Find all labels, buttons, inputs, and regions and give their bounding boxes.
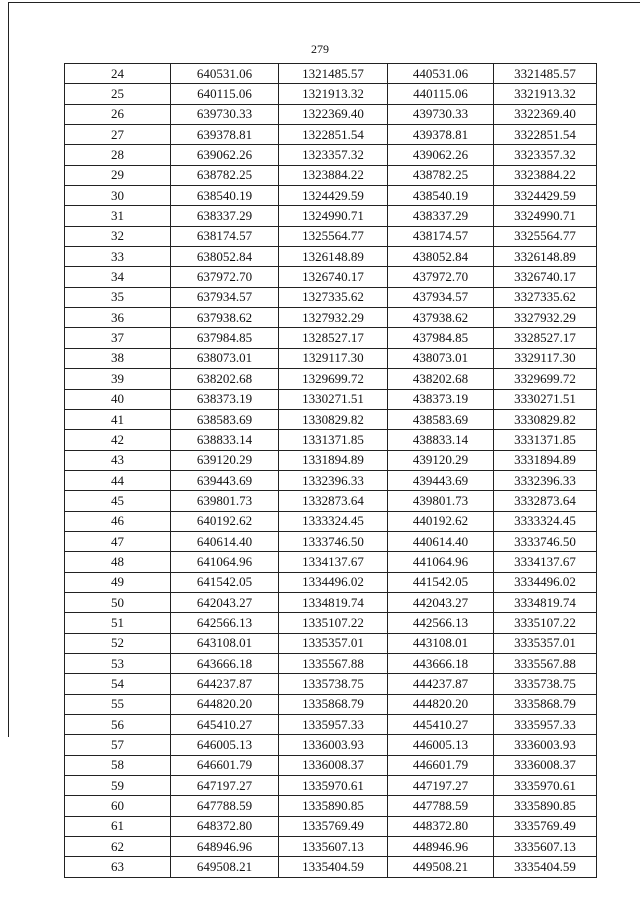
y1-coordinate-cell: 1332873.64 — [279, 491, 388, 511]
x1-coordinate-cell: 643108.01 — [171, 633, 279, 653]
x2-coordinate-cell: 438202.68 — [388, 369, 494, 389]
table-row — [65, 572, 597, 592]
y2-coordinate-cell: 3331371.85 — [494, 430, 597, 450]
x2-coordinate-cell: 437984.85 — [388, 328, 494, 348]
y2-coordinate-cell: 3335868.79 — [494, 694, 597, 714]
table-row — [65, 491, 597, 511]
x1-coordinate-cell: 647197.27 — [171, 776, 279, 796]
x2-coordinate-cell: 449508.21 — [388, 857, 494, 877]
x2-coordinate-cell: 448946.96 — [388, 837, 494, 857]
table-row — [65, 328, 597, 348]
y2-coordinate-cell: 3325564.77 — [494, 226, 597, 246]
point-number-cell: 44 — [65, 470, 171, 490]
x2-coordinate-cell: 439801.73 — [388, 491, 494, 511]
y2-coordinate-cell: 3330829.82 — [494, 409, 597, 429]
table-row — [65, 348, 597, 368]
x1-coordinate-cell: 638583.69 — [171, 409, 279, 429]
y2-coordinate-cell: 3331894.89 — [494, 450, 597, 470]
point-number-cell: 60 — [65, 796, 171, 816]
point-number-cell: 27 — [65, 125, 171, 145]
x1-coordinate-cell: 642043.27 — [171, 592, 279, 612]
x1-coordinate-cell: 638202.68 — [171, 369, 279, 389]
table-row — [65, 430, 597, 450]
x1-coordinate-cell: 640531.06 — [171, 64, 279, 84]
point-number-cell: 45 — [65, 491, 171, 511]
y1-coordinate-cell: 1333324.45 — [279, 511, 388, 531]
y2-coordinate-cell: 3322851.54 — [494, 125, 597, 145]
x1-coordinate-cell: 638782.25 — [171, 165, 279, 185]
x2-coordinate-cell: 438373.19 — [388, 389, 494, 409]
y2-coordinate-cell: 3335567.88 — [494, 653, 597, 673]
y1-coordinate-cell: 1328527.17 — [279, 328, 388, 348]
y1-coordinate-cell: 1321485.57 — [279, 64, 388, 84]
x1-coordinate-cell: 644237.87 — [171, 674, 279, 694]
table-row — [65, 409, 597, 429]
table-row — [65, 64, 597, 84]
x1-coordinate-cell: 648946.96 — [171, 837, 279, 857]
y1-coordinate-cell: 1330271.51 — [279, 389, 388, 409]
y2-coordinate-cell: 3335738.75 — [494, 674, 597, 694]
x2-coordinate-cell: 437934.57 — [388, 287, 494, 307]
y2-coordinate-cell: 3324429.59 — [494, 186, 597, 206]
y2-coordinate-cell: 3323357.32 — [494, 145, 597, 165]
point-number-cell: 35 — [65, 287, 171, 307]
y1-coordinate-cell: 1335567.88 — [279, 653, 388, 673]
y2-coordinate-cell: 3334819.74 — [494, 592, 597, 612]
table-row — [65, 755, 597, 775]
x1-coordinate-cell: 639062.26 — [171, 145, 279, 165]
y1-coordinate-cell: 1322369.40 — [279, 104, 388, 124]
point-number-cell: 29 — [65, 165, 171, 185]
y1-coordinate-cell: 1330829.82 — [279, 409, 388, 429]
x1-coordinate-cell: 640192.62 — [171, 511, 279, 531]
table-row — [65, 104, 597, 124]
point-number-cell: 39 — [65, 369, 171, 389]
table-row — [65, 267, 597, 287]
x1-coordinate-cell: 644820.20 — [171, 694, 279, 714]
x1-coordinate-cell: 648372.80 — [171, 816, 279, 836]
table-row — [65, 796, 597, 816]
page-top-border — [8, 2, 640, 3]
point-number-cell: 31 — [65, 206, 171, 226]
table-row — [65, 389, 597, 409]
x1-coordinate-cell: 638337.29 — [171, 206, 279, 226]
y2-coordinate-cell: 3333746.50 — [494, 531, 597, 551]
point-number-cell: 32 — [65, 226, 171, 246]
x1-coordinate-cell: 639730.33 — [171, 104, 279, 124]
y1-coordinate-cell: 1321913.32 — [279, 84, 388, 104]
table-row — [65, 531, 597, 551]
y1-coordinate-cell: 1336003.93 — [279, 735, 388, 755]
table-row — [65, 633, 597, 653]
point-number-cell: 51 — [65, 613, 171, 633]
x1-coordinate-cell: 639801.73 — [171, 491, 279, 511]
y2-coordinate-cell: 3329699.72 — [494, 369, 597, 389]
x2-coordinate-cell: 439730.33 — [388, 104, 494, 124]
table-row — [65, 125, 597, 145]
y1-coordinate-cell: 1334819.74 — [279, 592, 388, 612]
table-row — [65, 816, 597, 836]
x1-coordinate-cell: 638052.84 — [171, 247, 279, 267]
point-number-cell: 40 — [65, 389, 171, 409]
y1-coordinate-cell: 1324429.59 — [279, 186, 388, 206]
x1-coordinate-cell: 646601.79 — [171, 755, 279, 775]
point-number-cell: 36 — [65, 308, 171, 328]
y1-coordinate-cell: 1329699.72 — [279, 369, 388, 389]
y1-coordinate-cell: 1335107.22 — [279, 613, 388, 633]
point-number-cell: 54 — [65, 674, 171, 694]
point-number-cell: 56 — [65, 715, 171, 735]
table-row — [65, 837, 597, 857]
y2-coordinate-cell: 3323884.22 — [494, 165, 597, 185]
x2-coordinate-cell: 446005.13 — [388, 735, 494, 755]
x1-coordinate-cell: 641064.96 — [171, 552, 279, 572]
point-number-cell: 63 — [65, 857, 171, 877]
x2-coordinate-cell: 439378.81 — [388, 125, 494, 145]
y1-coordinate-cell: 1335890.85 — [279, 796, 388, 816]
y1-coordinate-cell: 1335957.33 — [279, 715, 388, 735]
y2-coordinate-cell: 3335357.01 — [494, 633, 597, 653]
x2-coordinate-cell: 446601.79 — [388, 755, 494, 775]
x1-coordinate-cell: 638833.14 — [171, 430, 279, 450]
point-number-cell: 41 — [65, 409, 171, 429]
table-row — [65, 287, 597, 307]
table-row — [65, 206, 597, 226]
table-row — [65, 857, 597, 877]
x2-coordinate-cell: 441064.96 — [388, 552, 494, 572]
x1-coordinate-cell: 646005.13 — [171, 735, 279, 755]
table-row — [65, 592, 597, 612]
y1-coordinate-cell: 1331894.89 — [279, 450, 388, 470]
y1-coordinate-cell: 1326148.89 — [279, 247, 388, 267]
x1-coordinate-cell: 641542.05 — [171, 572, 279, 592]
y2-coordinate-cell: 3335957.33 — [494, 715, 597, 735]
y2-coordinate-cell: 3335404.59 — [494, 857, 597, 877]
y2-coordinate-cell: 3332873.64 — [494, 491, 597, 511]
x2-coordinate-cell: 437938.62 — [388, 308, 494, 328]
page-number: 279 — [311, 42, 329, 56]
x1-coordinate-cell: 638174.57 — [171, 226, 279, 246]
x2-coordinate-cell: 438833.14 — [388, 430, 494, 450]
x2-coordinate-cell: 440115.06 — [388, 84, 494, 104]
x1-coordinate-cell: 637938.62 — [171, 308, 279, 328]
point-number-cell: 52 — [65, 633, 171, 653]
x2-coordinate-cell: 443666.18 — [388, 653, 494, 673]
y2-coordinate-cell: 3335107.22 — [494, 613, 597, 633]
point-number-cell: 50 — [65, 592, 171, 612]
y1-coordinate-cell: 1335357.01 — [279, 633, 388, 653]
x2-coordinate-cell: 441542.05 — [388, 572, 494, 592]
x2-coordinate-cell: 442043.27 — [388, 592, 494, 612]
point-number-cell: 24 — [65, 64, 171, 84]
x1-coordinate-cell: 638073.01 — [171, 348, 279, 368]
y1-coordinate-cell: 1333746.50 — [279, 531, 388, 551]
point-number-cell: 53 — [65, 653, 171, 673]
table-row — [65, 165, 597, 185]
y2-coordinate-cell: 3328527.17 — [494, 328, 597, 348]
y1-coordinate-cell: 1335738.75 — [279, 674, 388, 694]
x2-coordinate-cell: 447788.59 — [388, 796, 494, 816]
point-number-cell: 42 — [65, 430, 171, 450]
y2-coordinate-cell: 3324990.71 — [494, 206, 597, 226]
table-row — [65, 226, 597, 246]
x1-coordinate-cell: 647788.59 — [171, 796, 279, 816]
y1-coordinate-cell: 1331371.85 — [279, 430, 388, 450]
y2-coordinate-cell: 3322369.40 — [494, 104, 597, 124]
y1-coordinate-cell: 1327335.62 — [279, 287, 388, 307]
table-row — [65, 247, 597, 267]
x2-coordinate-cell: 438052.84 — [388, 247, 494, 267]
x1-coordinate-cell: 637934.57 — [171, 287, 279, 307]
x2-coordinate-cell: 444820.20 — [388, 694, 494, 714]
y1-coordinate-cell: 1334496.02 — [279, 572, 388, 592]
x2-coordinate-cell: 440531.06 — [388, 64, 494, 84]
x1-coordinate-cell: 649508.21 — [171, 857, 279, 877]
page-left-border — [8, 2, 9, 737]
table-row — [65, 450, 597, 470]
y2-coordinate-cell: 3334137.67 — [494, 552, 597, 572]
point-number-cell: 57 — [65, 735, 171, 755]
x1-coordinate-cell: 637972.70 — [171, 267, 279, 287]
table-row — [65, 308, 597, 328]
point-number-cell: 26 — [65, 104, 171, 124]
x2-coordinate-cell: 442566.13 — [388, 613, 494, 633]
y2-coordinate-cell: 3336008.37 — [494, 755, 597, 775]
x1-coordinate-cell: 643666.18 — [171, 653, 279, 673]
point-number-cell: 34 — [65, 267, 171, 287]
table-row — [65, 552, 597, 572]
table-row — [65, 776, 597, 796]
y1-coordinate-cell: 1334137.67 — [279, 552, 388, 572]
point-number-cell: 43 — [65, 450, 171, 470]
x2-coordinate-cell: 438540.19 — [388, 186, 494, 206]
x1-coordinate-cell: 640115.06 — [171, 84, 279, 104]
y2-coordinate-cell: 3321913.32 — [494, 84, 597, 104]
x2-coordinate-cell: 448372.80 — [388, 816, 494, 836]
point-number-cell: 46 — [65, 511, 171, 531]
y1-coordinate-cell: 1327932.29 — [279, 308, 388, 328]
y2-coordinate-cell: 3321485.57 — [494, 64, 597, 84]
y1-coordinate-cell: 1336008.37 — [279, 755, 388, 775]
x1-coordinate-cell: 638373.19 — [171, 389, 279, 409]
x1-coordinate-cell: 642566.13 — [171, 613, 279, 633]
x1-coordinate-cell: 639378.81 — [171, 125, 279, 145]
x2-coordinate-cell: 445410.27 — [388, 715, 494, 735]
table-row — [65, 613, 597, 633]
y1-coordinate-cell: 1322851.54 — [279, 125, 388, 145]
table-row — [65, 674, 597, 694]
point-number-cell: 30 — [65, 186, 171, 206]
point-number-cell: 58 — [65, 755, 171, 775]
y2-coordinate-cell: 3330271.51 — [494, 389, 597, 409]
x2-coordinate-cell: 438337.29 — [388, 206, 494, 226]
x1-coordinate-cell: 640614.40 — [171, 531, 279, 551]
table-row — [65, 369, 597, 389]
y2-coordinate-cell: 3335890.85 — [494, 796, 597, 816]
point-number-cell: 28 — [65, 145, 171, 165]
table-row — [65, 511, 597, 531]
table-row — [65, 694, 597, 714]
y1-coordinate-cell: 1329117.30 — [279, 348, 388, 368]
y2-coordinate-cell: 3326740.17 — [494, 267, 597, 287]
y1-coordinate-cell: 1335868.79 — [279, 694, 388, 714]
y2-coordinate-cell: 3326148.89 — [494, 247, 597, 267]
y2-coordinate-cell: 3335970.61 — [494, 776, 597, 796]
y1-coordinate-cell: 1324990.71 — [279, 206, 388, 226]
table-row — [65, 186, 597, 206]
x1-coordinate-cell: 639443.69 — [171, 470, 279, 490]
y1-coordinate-cell: 1325564.77 — [279, 226, 388, 246]
coordinates-table — [64, 63, 597, 878]
x2-coordinate-cell: 438583.69 — [388, 409, 494, 429]
x1-coordinate-cell: 645410.27 — [171, 715, 279, 735]
y2-coordinate-cell: 3336003.93 — [494, 735, 597, 755]
coordinates-table-body — [65, 64, 597, 878]
y1-coordinate-cell: 1335769.49 — [279, 816, 388, 836]
table-row — [65, 84, 597, 104]
y2-coordinate-cell: 3334496.02 — [494, 572, 597, 592]
y1-coordinate-cell: 1335970.61 — [279, 776, 388, 796]
y2-coordinate-cell: 3335607.13 — [494, 837, 597, 857]
x2-coordinate-cell: 437972.70 — [388, 267, 494, 287]
y1-coordinate-cell: 1323357.32 — [279, 145, 388, 165]
x1-coordinate-cell: 638540.19 — [171, 186, 279, 206]
x2-coordinate-cell: 444237.87 — [388, 674, 494, 694]
y1-coordinate-cell: 1326740.17 — [279, 267, 388, 287]
x2-coordinate-cell: 439120.29 — [388, 450, 494, 470]
point-number-cell: 61 — [65, 816, 171, 836]
y2-coordinate-cell: 3332396.33 — [494, 470, 597, 490]
table-row — [65, 715, 597, 735]
x1-coordinate-cell: 639120.29 — [171, 450, 279, 470]
table-row — [65, 145, 597, 165]
y2-coordinate-cell: 3335769.49 — [494, 816, 597, 836]
point-number-cell: 62 — [65, 837, 171, 857]
x1-coordinate-cell: 637984.85 — [171, 328, 279, 348]
point-number-cell: 48 — [65, 552, 171, 572]
point-number-cell: 33 — [65, 247, 171, 267]
y2-coordinate-cell: 3333324.45 — [494, 511, 597, 531]
y1-coordinate-cell: 1332396.33 — [279, 470, 388, 490]
x2-coordinate-cell: 438782.25 — [388, 165, 494, 185]
y1-coordinate-cell: 1335607.13 — [279, 837, 388, 857]
point-number-cell: 25 — [65, 84, 171, 104]
x2-coordinate-cell: 440192.62 — [388, 511, 494, 531]
x2-coordinate-cell: 443108.01 — [388, 633, 494, 653]
point-number-cell: 38 — [65, 348, 171, 368]
point-number-cell: 49 — [65, 572, 171, 592]
point-number-cell: 47 — [65, 531, 171, 551]
y2-coordinate-cell: 3327335.62 — [494, 287, 597, 307]
y2-coordinate-cell: 3329117.30 — [494, 348, 597, 368]
x2-coordinate-cell: 438073.01 — [388, 348, 494, 368]
point-number-cell: 55 — [65, 694, 171, 714]
x2-coordinate-cell: 438174.57 — [388, 226, 494, 246]
x2-coordinate-cell: 439062.26 — [388, 145, 494, 165]
y1-coordinate-cell: 1323884.22 — [279, 165, 388, 185]
x2-coordinate-cell: 439443.69 — [388, 470, 494, 490]
table-row — [65, 653, 597, 673]
table-row — [65, 735, 597, 755]
table-row — [65, 470, 597, 490]
x2-coordinate-cell: 447197.27 — [388, 776, 494, 796]
x2-coordinate-cell: 440614.40 — [388, 531, 494, 551]
point-number-cell: 59 — [65, 776, 171, 796]
point-number-cell: 37 — [65, 328, 171, 348]
y2-coordinate-cell: 3327932.29 — [494, 308, 597, 328]
y1-coordinate-cell: 1335404.59 — [279, 857, 388, 877]
